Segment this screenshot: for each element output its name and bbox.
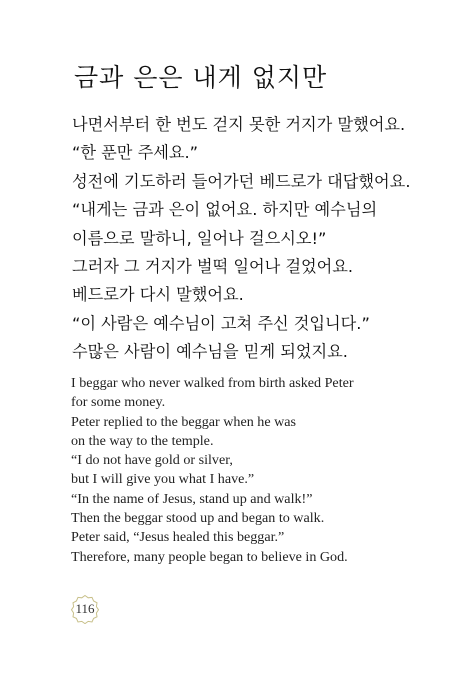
english-line: “I do not have gold or silver, (71, 452, 233, 469)
english-line: “In the name of Jesus, stand up and walk!” (71, 490, 313, 507)
page-number: 116 (75, 601, 95, 616)
korean-line: “한 푼만 주세요.” (72, 143, 199, 163)
korean-line: “내게는 금과 은이 없어요. 하지만 예수님의 (72, 200, 378, 220)
english-line: but I will give you what I have.” (71, 471, 255, 488)
korean-line: 그러자 그 거지가 벌떡 일어나 걸었어요. (72, 257, 354, 277)
korean-line: 나면서부터 한 번도 걷지 못한 거지가 말했어요. (72, 115, 406, 134)
korean-line: 베드로가 다시 말했어요. (72, 285, 244, 305)
korean-line: 수많은 사람이 예수님을 믿게 되었지요. (72, 342, 348, 362)
english-line: Then the beggar stood up and began to walk. (71, 510, 325, 527)
page-title: 금과 은은 내게 없지만 (74, 63, 328, 92)
korean-line: 성전에 기도하러 들어가던 베드로가 대답했어요. (72, 171, 411, 191)
korean-line: 이름으로 말하니, 일어나 걸으시오!” (72, 228, 327, 248)
english-line: for some money. (71, 394, 166, 411)
english-line: Peter replied to the beggar when he was (71, 413, 297, 430)
korean-text (72, 111, 452, 367)
english-line: on the way to the temple. (71, 432, 214, 449)
english-line: I beggar who never walked from birth asked Peter (71, 375, 354, 391)
korean-line: “이 사람은 예수님이 고쳐 주신 것입니다.” (72, 313, 370, 333)
english-text (71, 374, 451, 567)
english-line: Therefore, many people began to believe in God. (71, 548, 348, 565)
page-number-badge (70, 594, 100, 624)
english-line: Peter said, “Jesus healed this beggar.” (71, 529, 285, 546)
